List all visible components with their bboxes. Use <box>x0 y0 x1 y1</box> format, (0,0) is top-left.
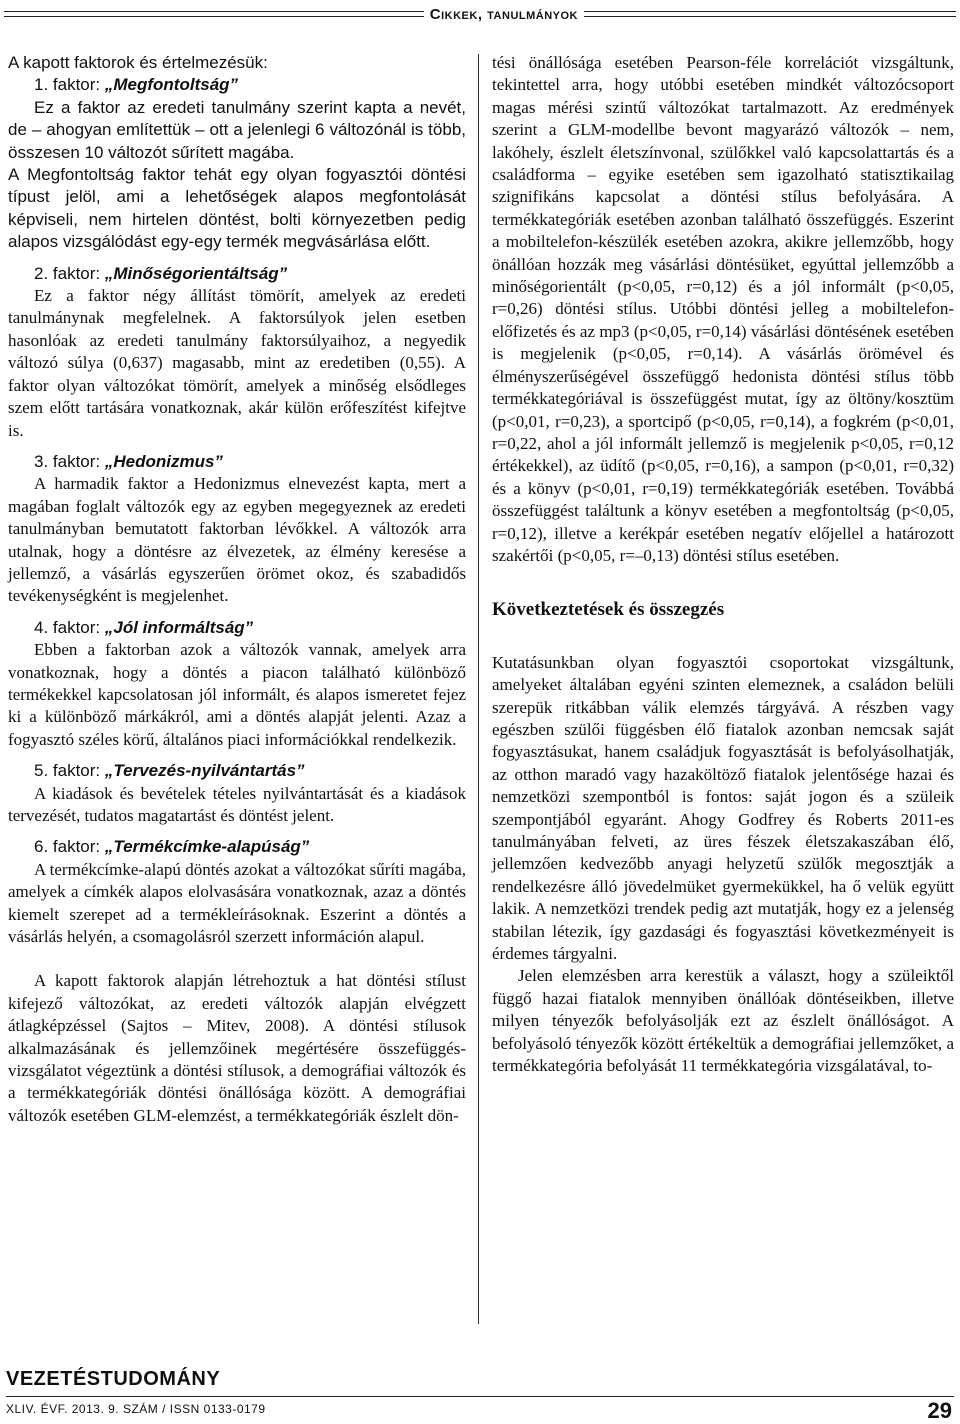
closing-paragraph: A kapott faktorok alapján létrehoztuk a hat döntési stílust kifejező változókat, az eredeti változók alapján elvégzett átlagképzéssel (Sajtos – Mitev, 2008). A döntési stílusok alkalmazásának és jellemzőinek megértésére összefüggés-vizsgálatot végeztünk a döntési stílusok, a demográfiai változók és a termékkategóriák döntési önállósága között. A demográfiai változók esetében GLM-elemzést, a termékkategóriák észlelt dön- <box>8 971 466 1125</box>
section-title: Következtetések és összegzés <box>492 599 725 621</box>
left-column <box>8 52 466 1127</box>
column-divider <box>478 54 479 1324</box>
conclusion-paragraph-2: Jelen elemzésben arra kerestük a választ, hogy a szüleiktől függő hazai fiatalok mennyiben önállóak döntéseikben, illetve milyen tényezők befolyásolják ezt az észlelt önállóságot. A befolyásoló tényezők között értékeltük a demográfiai jellemzőket, a termékkategória befolyását 11 termékkategória vizsgálatával, to- <box>492 966 954 1076</box>
factor-3-body: A harmadik faktor a Hedonizmus elnevezést kapta, mert a magában foglalt változók egy az egyben megegyeznek az eredeti tanulmányban bemutatott faktorban lévőkkel. A változók arra utalnak, hogy a döntésre az élvezetek, az élmény keresése a jellemző, a vásárlás egyszerűen örömet okoz, és szabadidős tevékenységként is megjelenhet. <box>8 474 466 606</box>
factor-1-name: „Megfontoltság” <box>104 75 239 95</box>
factor-1-heading <box>8 74 466 96</box>
factor-6-body: A termékcímke-alapú döntés azokat a változókat sűríti magába, amelyek a címkék alapos elolvasására vonatkoznak, azaz a döntés kiemelt szerepet ad a termékleírásoknak. Eszerint a döntés a vásárlás helyén, a csomagolásról szerzett információn alapul. <box>8 859 466 947</box>
factor-5-label: 5. faktor: <box>34 761 105 781</box>
factor-1-label: 1. faktor: <box>34 75 105 95</box>
factor-5-body: A kiadások és bevételek tételes nyilvántartását és a kiadások tervezését, tudatos magatartást és döntést jelent. <box>8 783 466 825</box>
running-header <box>4 4 956 24</box>
factor-2-heading <box>8 263 466 285</box>
factors-intro: A kapott faktorok és értelmezésük: <box>8 53 268 72</box>
factor-2-label: 2. faktor: <box>34 263 105 283</box>
page-number: 29 <box>927 1398 952 1423</box>
factor-4-heading <box>8 617 466 639</box>
issue-info: XLIV. ÉVF. 2013. 9. SZÁM / ISSN 0133-0179 <box>6 1402 266 1416</box>
factor-2-body: Ez a faktor négy állítást tömörít, amelyek az eredeti tanulmánynak megfelelnek. A faktorsúlyok jelen esetben hasonlóak az eredeti tanulmány faktorsúlyaihoz, a negyedik változó súlya (0,637) magasabb, mint az eredetiben (0,55). A faktor olyan változókat tömörít, amelyek a minőség elsődleges szem előtt tartására vonatkoznak, akár külön erőfeszítést kifejtve is. <box>8 286 466 440</box>
factor-3-heading <box>8 451 466 473</box>
conclusion-paragraph-1: Kutatásunkban olyan fogyasztói csoportokat vizsgáltunk, amelyeket általában egyéni szinten elemeznek, a családon belüli szerepük ritkábban válik elemzés tárgyává. A részben vagy egészben szülői függésben élő fiatalok azonban nemcsak saját fogyasztásukat, hanem családjuk fogyasztását is befolyásolhatják, az otthon maradó vagy hazaköltöző fiatalok jelentősége hazai és nemzetközi szempontból is fontos: saját jogon és a szüleik szempontjából egyaránt. Ahogy Godfrey és Roberts 2011-es tanulmányában felveti, az üres fészek életszakaszában élő, jellemzően kedvezőbb anyagi helyzetű szülők megosztják a rendelkezésre álló jövedelmüket gyermekükkel, ha ő velük együtt lakik. A nemzetközi trendek pedig azt mutatják, hogy ez a jelenség stabilan létezik, így gazdasági és fogyasztási következményeit is érdemes tárgyalni. <box>492 652 954 964</box>
right-column <box>492 52 954 1077</box>
factor-6-heading <box>8 836 466 858</box>
factor-2-name: „Minőségorientáltság” <box>104 263 288 283</box>
header-rule-left <box>4 11 424 17</box>
factor-5-name: „Tervezés-nyilvántartás” <box>104 761 305 781</box>
factor-3-name: „Hedonizmus” <box>104 451 223 471</box>
factor-4-name: „Jól informáltság” <box>104 617 254 637</box>
results-paragraph: tési önállósága esetében Pearson-féle korrelációt vizsgáltunk, tekintettel arra, hogy utóbbi esetében mindkét változócsoport magas mérési szintű változókat tartalmazott. Az eredmények szerint a GLM-modellbe bevont magyarázó változók – nem, lakóhely, észlelt életszínvonal, szülőkkel való kapcsolattartás és a családforma – egyike esetében sem igazolható statisztikailag szignifikáns kapcsolat a döntési stílus befolyására. A termékkategóriák esetében azonban található összefüggés. Eszerint a mobiltelefon-készülék esetében azokra, akikre jellemzőbb, hogy önállóan hozzák meg vásárlási döntésüket, egyúttal jellemzőbb a minőségorientált (p<0,05, r=0,12) és a jól informált (p<0,05, r=0,26) döntési stílus. Utóbbi döntési jelleg a mobiltelefon-előfizetés és az mp3 (p<0,05, r=0,14) vásárlási döntésének esetében is megjelenik (p<0,05, r=0,14). A vásárlás örömével és élményszerűségével összefüggő hedonista döntési stílus több termékkategóriával is összefüggést mutat, így az öltöny/kosztüm (p<0,01, r=0,23), a sportcipő (p<0,05, r=0,14), a fogkrém (p<0,01, r=0,22, ahol a jól informált jellemző is megjelenik p<0,05, r=0,12 értékekkel), az üdítő (p<0,05, r=0,16), a sampon (p<0,01, r=0,32) és a könyv (p<0,01, r=0,19) termékkategóriák esetében. Továbbá összefüggést találtunk a könyv esetében a megfontoltság (p<0,05, r=0,12), illetve a kerékpár esetében negatív előjellel a határozott szakértői (p<0,05, r=–0,13) döntési stílus esetében. <box>492 53 954 565</box>
factor-1-extra: A Megfontoltság faktor tehát egy olyan fogyasztói döntési típust jelöl, ami a lehetőségek alapos megfontolását képviseli, nem hirtelen döntést, bolti környezetben pedig alapos vizsgálódást egy-egy termék megvásárlása előtt. <box>8 165 466 252</box>
factor-6-name: „Termékcímke-alapúság” <box>104 837 310 857</box>
header-title: Cikkek, tanulmányok <box>429 5 578 23</box>
factor-6-label: 6. faktor: <box>34 837 105 857</box>
factor-5-heading <box>8 760 466 782</box>
factor-4-label: 4. faktor: <box>34 617 105 637</box>
header-rule-right <box>584 11 956 17</box>
journal-brand: VEZETÉSTUDOMÁNY <box>6 1368 221 1390</box>
factor-3-label: 3. faktor: <box>34 451 105 471</box>
footer-rule <box>6 1396 954 1397</box>
factor-4-body: Ebben a faktorban azok a változók vannak, amelyek arra vonatkoznak, hogy a döntés a piacon található különböző termékekkel kapcsolatosan jól informált, és alapos ismeretet fejez ki a különböző márkákról, ami a döntés alapját jelenti. Azaz a fogyasztó széles körű, általános piaci információkkal rendelkezik. <box>8 640 466 749</box>
factor-1-body: Ez a faktor az eredeti tanulmány szerint kapta a nevét, de – ahogyan említettük – ott a jelenlegi 6 változónál is több, összesen 10 változót sűrített magába. <box>8 97 466 162</box>
